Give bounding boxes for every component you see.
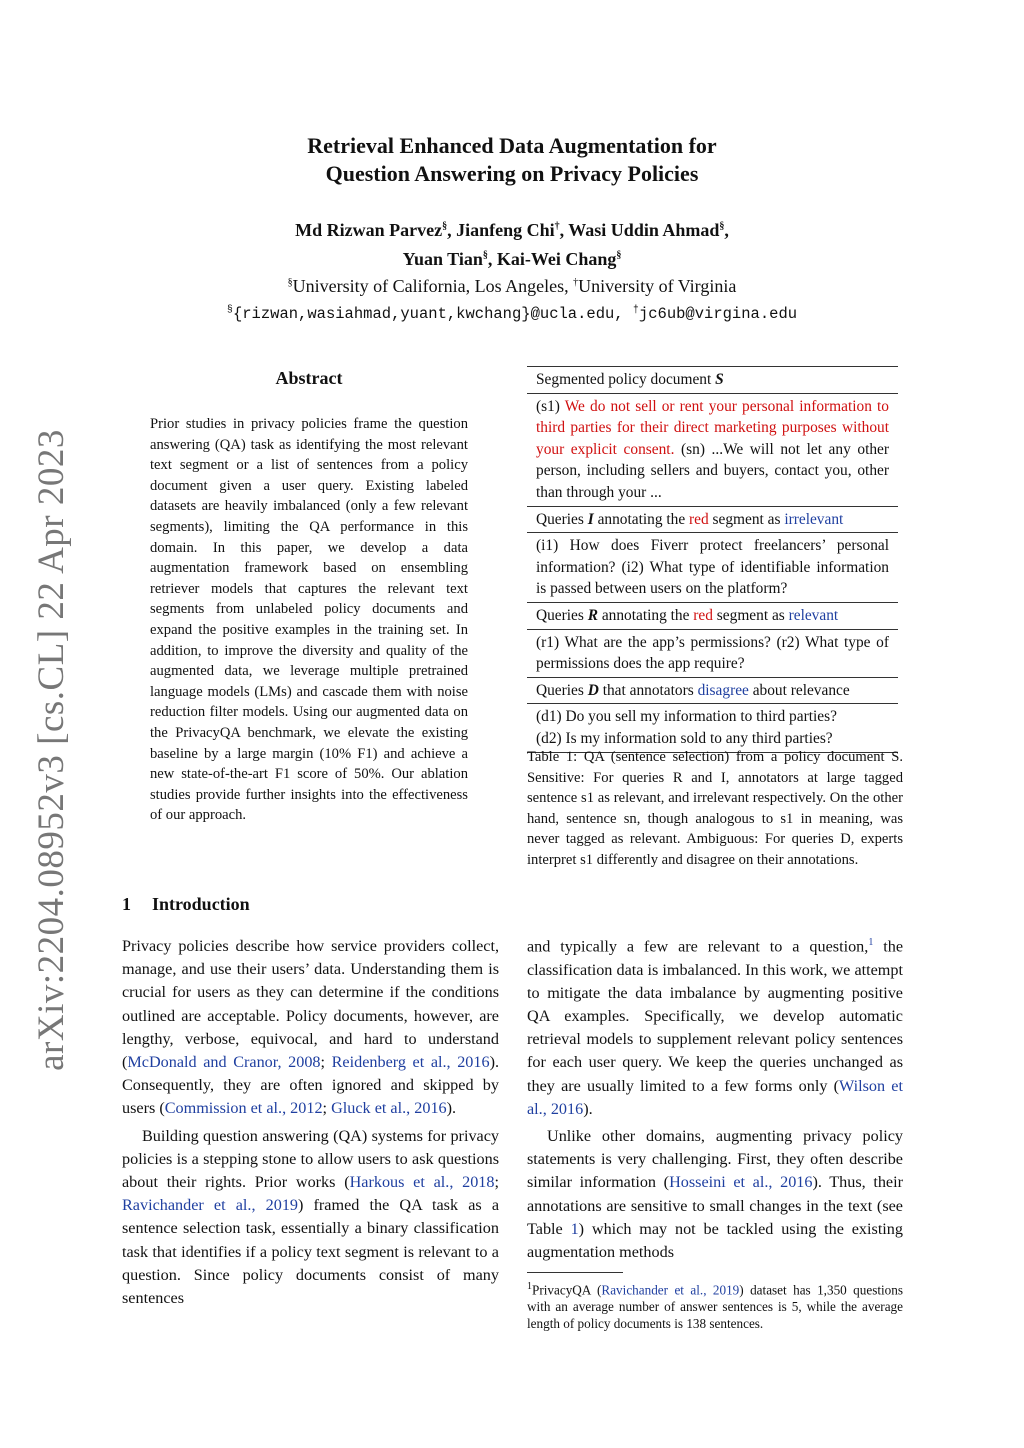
section-heading-introduction: 1 Introduction (122, 894, 250, 914)
author-2: Jianfeng Chi (456, 220, 555, 240)
table-header-document: Segmented policy document S (527, 367, 898, 394)
author-4: Yuan Tian (402, 249, 483, 269)
citation-link[interactable]: Gluck et al., 2016 (331, 1099, 447, 1118)
footnote-marker[interactable]: 1 (868, 937, 874, 948)
intro-paragraph-3: and typically a few are relevant to a question,$^1$ the classification data is imbalanced. In this work, we attempt to mitigate the data imbalance by augmenting positive QA examples. Specifically, we develop automatic retrieval models to supplement relevant policy sentences for each user query. We keep the queries unchanged as they are usually limited to a few forms only (Wilson et al., 2016). (527, 937, 903, 1118)
table-header-queries-r: Queries R annotating the red segment as relevant (527, 602, 898, 629)
citation-link[interactable]: Hosseini et al., 2016 (669, 1173, 813, 1192)
citation-link[interactable]: Wilson et al., 2016 (527, 1076, 903, 1118)
affiliations: §University of California, Los Angeles, †University of Virginia (287, 276, 737, 296)
citation-link[interactable]: Ravichander et al., 2019 (601, 1282, 740, 1298)
table-header-queries-d: Queries D that annotators disagree about relevance (527, 677, 898, 704)
intro-column-right (527, 931, 903, 1264)
citation-link[interactable]: Reidenberg et al., 2016 (331, 1053, 490, 1072)
table-1-caption: Table 1: QA (sentence selection) from a policy document S. Sensitive: For queries R and I, annotators at large tagged sentence s1 as relevant, and irrelevant respectively. On the other hand, sentence sn, though analogous to s1 in meaning, was never tagged as relevant. Ambiguous: For queries D, experts interpret s1 differently and disagree on their annotations. (527, 749, 903, 868)
arxiv-identifier: arXiv:2204.08952v3 [cs.CL] 22 Apr 2023 (31, 429, 72, 1071)
table-queries-r: (r1) What are the app’s permissions? (r2) What type of permissions does the app require? (527, 629, 898, 677)
citation-link[interactable]: McDonald and Cranor, 2008 (127, 1053, 321, 1072)
citation-link[interactable]: Ravichander et al., 2019 (122, 1196, 299, 1215)
abstract-text: Prior studies in privacy policies frame the question answering (QA) task as identifying the most relevant text segment or a list of sentences from a policy document given a user query. Existing labeled datasets are heavily imbalanced (only a few relevant segments), limiting the QA performance in this domain. In this paper, we develop a data augmentation framework based on ensembling retriever models that captures the relevant text segments from unlabeled policy documents and expand the positive examples in the training set. In addition, to improve the diversity and quality of the augmented data, we leverage multiple pretrained language models (LMs) and cascade them with noise reduction filter models. Using our augmented data on the PrivacyQA benchmark, we elevate the existing baseline by a large margin (10% F1) and achieve a new state-of-the-art F1 score of 50%. Our ablation studies provide further insights into the effectiveness of our approach. (150, 416, 468, 824)
intro-paragraph-2: Building question answering (QA) systems for privacy policies is a stepping stone to allow users to ask questions about their rights. Prior works (Harkous et al., 2018; Ravichander et al., 2019) framed the QA task as a sentence selection task, essentially a binary classification task that identifies if a policy text segment is relevant to a question. Since policy documents consist of many sentences (122, 1126, 499, 1308)
author-3: Wasi Uddin Ahmad (568, 220, 720, 240)
table-policy-segment: (s1) We do not sell or rent your personal information to third parties for their direct marketing purposes without your explicit consent. (sn) ...We will not let any other person, including sellers and buyers, contact you, other than through your ... (527, 393, 898, 506)
citation-link[interactable]: Harkous et al., 2018 (349, 1173, 495, 1192)
paper-title (150, 132, 874, 188)
abstract-heading: Abstract (275, 368, 343, 388)
citation-link[interactable]: Commission et al., 2012 (164, 1099, 323, 1118)
intro-column-left (122, 935, 499, 1310)
table-queries-d: (d1) Do you sell my information to third parties? (d2) Is my information sold to any third parties? (527, 704, 898, 752)
title-line-1: Retrieval Enhanced Data Augmentation for (307, 133, 717, 158)
footnote-rule (527, 1272, 623, 1273)
author-list: Md Rizwan Parvez§, Jianfeng Chi†, Wasi Uddin Ahmad§, Yuan Tian§, Kai-Wei Chang§ (295, 220, 729, 269)
title-line-2: Question Answering on Privacy Policies (325, 161, 699, 186)
table-queries-i: (i1) How does Fiverr protect freelancers’ personal information? (i2) What type of identifiable information is passed between users on the platform? (527, 533, 898, 603)
author-1: Md Rizwan Parvez (295, 220, 443, 240)
table-1-qa-example (527, 366, 898, 753)
table-reference-link[interactable]: 1 (570, 1219, 579, 1238)
author-5: Kai-Wei Chang (496, 249, 617, 269)
intro-paragraph-4: Unlike other domains, augmenting privacy policy statements is very challenging. First, they often describe similar information (Hosseini et al., 2016). Thus, their annotations are sensitive to small changes in the text (see Table 1) which may not be tackled using the existing augmentation methods (527, 1127, 903, 1262)
author-emails: §{rizwan,wasiahmad,yuant,kwchang}@ucla.edu, †jc6ub@virgina.edu (226, 305, 798, 324)
footnote-1: $^1$PrivacyQA (Ravichander et al., 2019) dataset has 1,350 questions with an average number of answer sentences is 5, while the average length of policy documents is 138 sentences. (527, 1281, 903, 1332)
intro-paragraph-1: Privacy policies describe how service providers collect, manage, and use their users’ data. Understanding them is crucial for users as they can determine if the conditions outlined are acceptable. Policy documents, however, are lengthy, verbose, equivocal, and hard to understand (McDonald and Cranor, 2008; Reidenberg et al., 2016). Consequently, they are often ignored and skipped by users (Commission et al., 2012; Gluck et al., 2016). (122, 937, 500, 1118)
table-header-queries-i: Queries I annotating the red segment as irrelevant (527, 506, 898, 533)
